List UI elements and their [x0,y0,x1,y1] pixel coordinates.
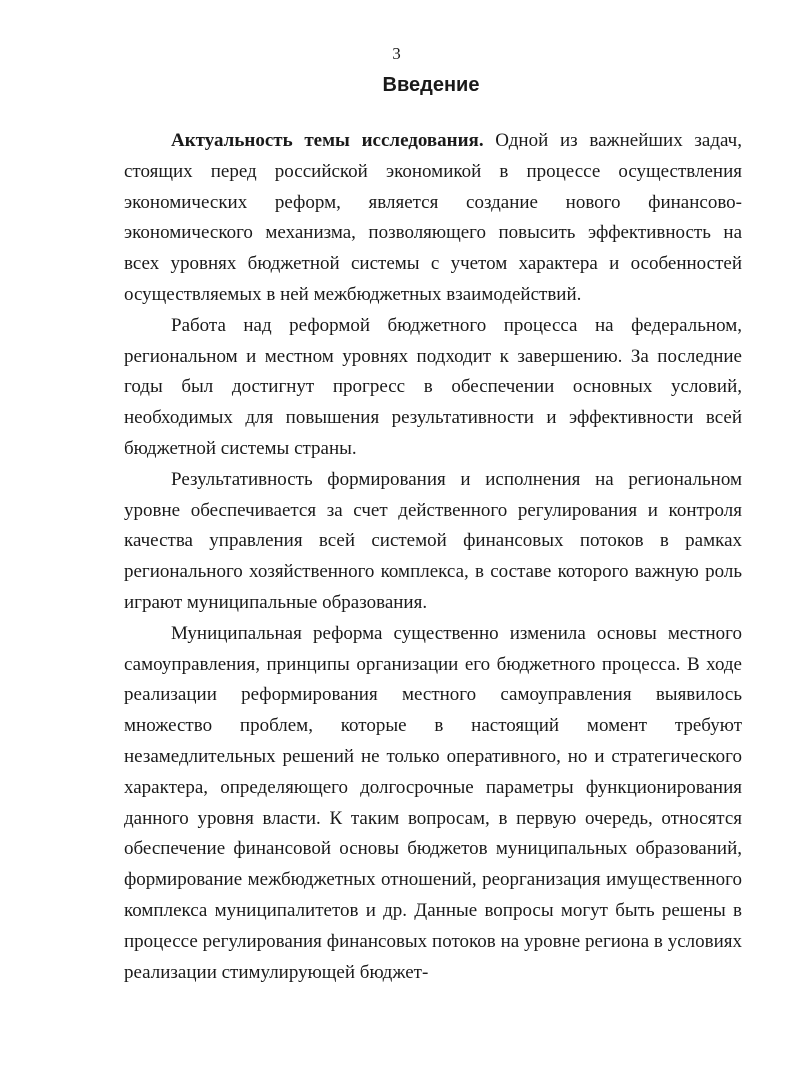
paragraph-lead: Актуальность темы исследования. [171,130,484,151]
paragraph-text: Результативность формирования и исполнения на региональном уровне обеспечивается за счет действенного регулирования и контроля качества управления всей системой финансовых потоков в рамках регионального хозяйственного комплекса, в составе которого важную роль играют муниципальные образования. [124,468,742,613]
body-text [124,126,742,988]
section-heading: Введение [382,74,480,96]
paragraph [124,126,742,311]
paragraph-text: Муниципальная реформа существенно изменила основы местного самоуправления, принципы организации его бюджетного процесса. В ходе реализации реформирования местного самоуправления выявилось множество проблем, которые в настоящий момент требуют незамедлительных решений не только оперативного, но и стратегического характера, определяющего долгосрочные параметры функционирования данного уровня власти. К таким вопросам, в первую очередь, относятся обеспечение финансовой основы бюджетов муниципальных образований, формирование межбюджетных отношений, реорганизация имущественного комплекса муниципалитетов и др. Данные вопросы могут быть решены в процессе регулирования финансовых потоков на уровне региона в условиях реализации стимулирующей бюджет- [124,622,742,983]
paragraph [124,465,742,619]
paragraph-text: Одной из важнейших задач, стоящих перед российской экономикой в процессе осуществления экономических реформ, является создание нового финансово-экономического механизма, позволяющего повысить эффективность на всех уровнях бюджетной системы с учетом характера и особенностей осуществляемых в ней межбюджетных взаимодействий. [124,130,742,305]
paragraph [124,619,742,989]
page-number: 3 [392,44,401,63]
paragraph-text: Работа над реформой бюджетного процесса на федеральном, региональном и местном уровнях подходит к завершению. За последние годы был достигнут прогресс в обеспечении основных условий, необходимых для повышения результативности и эффективности всей бюджетной системы страны. [124,314,742,459]
paragraph [124,311,742,465]
